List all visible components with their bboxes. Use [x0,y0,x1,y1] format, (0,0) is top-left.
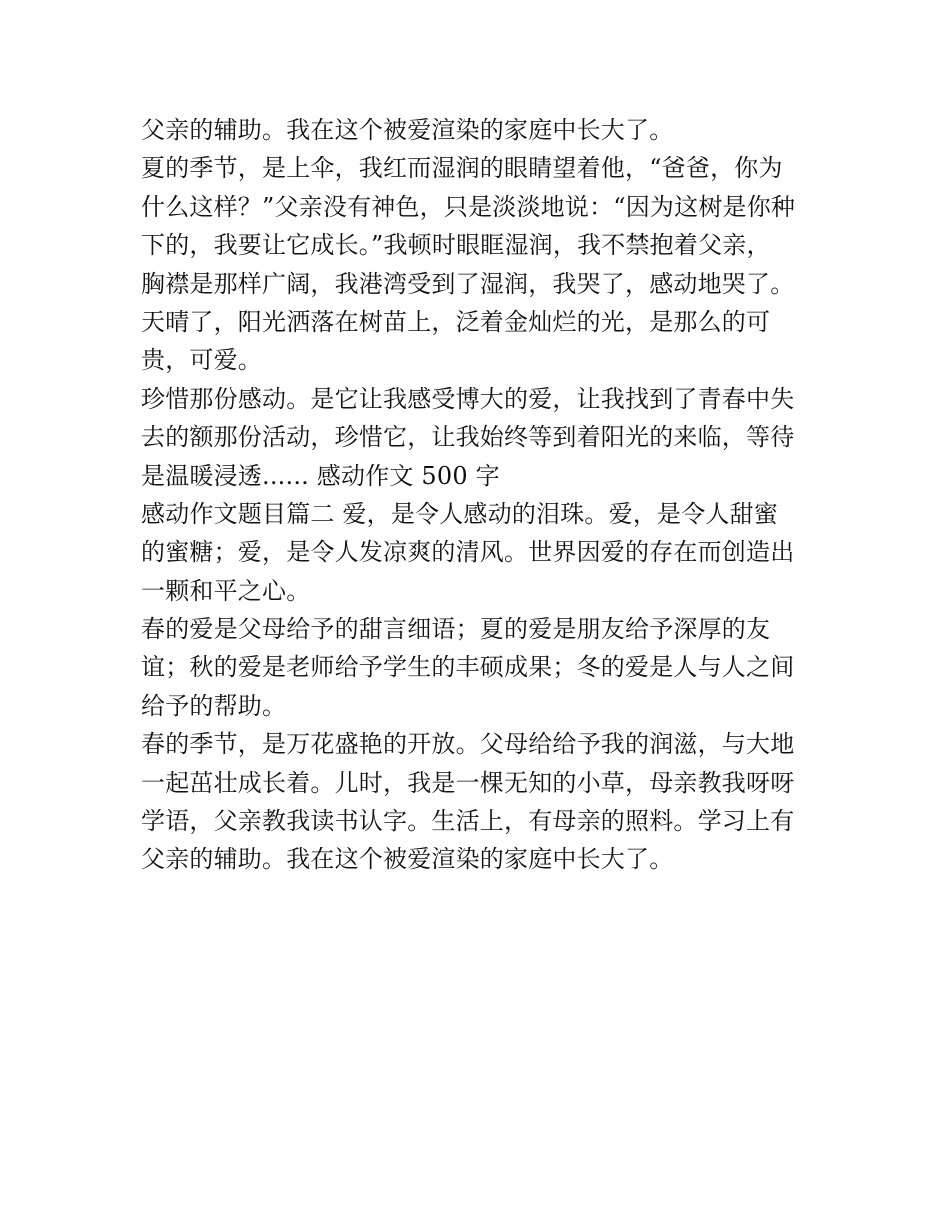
text-line: 感动作文题目篇二 爱，是令人感动的泪珠。爱，是令人甜蜜 [141,499,779,528]
text-line: 夏的季节，是上伞，我红而湿润的眼睛望着他，“爸爸，你为 [141,154,783,183]
text-line: 下的，我要让它成长。”我顿时眼眶湿润，我不禁抱着父亲， [141,231,771,260]
text-line: 珍惜那份感动。是它让我感受博大的爱，让我找到了青春中失 [141,384,795,413]
text-line: 是温暖浸透...... 感动作文 500 字 [141,461,500,490]
text-line: 一起茁壮成长着。儿时，我是一棵无知的小草，母亲教我呀呀 [141,768,795,797]
text-line: 天晴了，阳光洒落在树苗上，泛着金灿烂的光，是那么的可 [141,307,771,336]
text-line: 谊；秋的爱是老师给予学生的丰硕成果；冬的爱是人与人之间 [141,653,795,682]
text-line: 父亲的辅助。我在这个被爱渲染的家庭中长大了。 [141,116,674,144]
text-line: 一颗和平之心。 [141,576,311,605]
text-line: 给予的帮助。 [141,691,287,720]
text-line: 春的爱是父母给予的甜言细语；夏的爱是朋友给予深厚的友 [141,615,771,644]
text-line: 贵，可爱。 [141,346,262,375]
text-line: 父亲的辅助。我在这个被爱渲染的家庭中长大了。 [141,845,674,874]
text-line: 春的季节，是万花盛艳的开放。父母给给予我的润滋，与大地 [141,730,795,759]
text-line: 什么这样？”父亲没有神色，只是淡淡地说：“因为这树是你种 [141,192,796,221]
text-line: 学语，父亲教我读书认字。生活上，有母亲的照料。学习上有 [141,807,795,836]
text-line: 胸襟是那样广阔，我港湾受到了湿润，我哭了，感动地哭了。 [141,269,795,298]
document-body [141,111,821,879]
text-line: 的蜜糖；爱，是令人发凉爽的清风。世界因爱的存在而创造出 [141,538,795,567]
text-line: 去的额那份活动，珍惜它，让我始终等到着阳光的来临，等待 [141,423,795,452]
